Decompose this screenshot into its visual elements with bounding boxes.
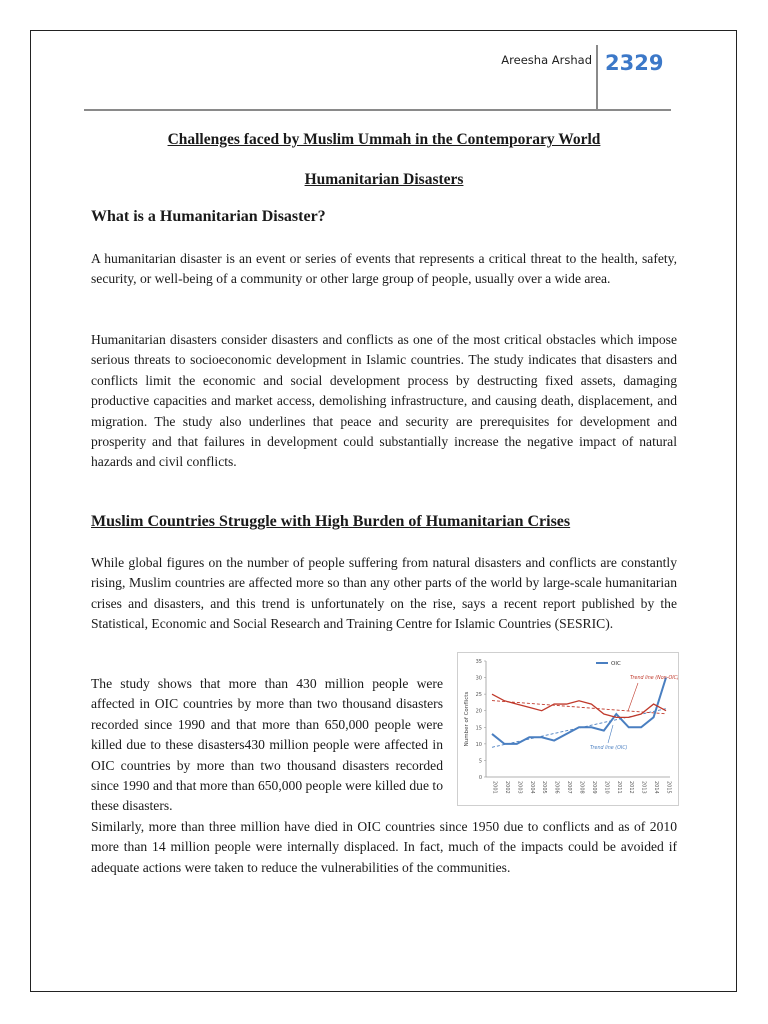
x-tick-label: 2007 [566,781,573,794]
x-tick-label: 2012 [628,781,635,794]
x-tick-label: 2003 [516,781,523,794]
paragraph-obstacles: Humanitarian disasters consider disasters and conflicts as one of the most critical obstacles which impose serious threats to socioeconomic development in Islamic countries. The study indicates that disasters and conflicts limit the economic and social development process by destructing fixed assets, damaging productive capacities and market access, demolishing infrastructure, and causing death, displacement, and migration. The study also underlines that peace and security are prerequisites for development and prosperity and that failures in development could substantially increase the negative impact of natural hazards and civil conflicts. [91,332,677,470]
series-line-oic [492,678,666,744]
page-number: 2329 [605,51,664,75]
x-tick-label: 2009 [590,781,597,794]
paragraph-similarly: Similarly, more than three million have died in OIC countries since 1950 due to conflicts and as of 2010 more than 14 million people were internally displaced. In fact, much of the impacts could be avoided if adequate actions were taken to reduce the vulnerabilities of the communities. [91,819,677,875]
y-tick-label: 30 [475,675,482,682]
trend-label-oic: Trend line (OIC) [590,746,628,751]
section-heading-muslim-countries: Muslim Countries Struggle with High Burden of Humanitarian Crises [91,513,571,530]
x-tick-label: 2001 [491,781,498,794]
y-tick-label: 20 [475,708,482,715]
trend-arrow-non-oic [628,683,638,711]
series-line-non-oic [492,694,666,717]
document-subtitle: Humanitarian Disasters [304,171,464,188]
x-tick-label: 2004 [528,781,535,794]
x-tick-label: 2002 [503,781,510,794]
header-rule [84,109,671,111]
x-tick-label: 2011 [615,781,622,794]
document-title: Challenges faced by Muslim Ummah in the Contemporary World [167,131,601,148]
trend-line-non-oic [492,701,666,714]
trend-arrow-oic [608,725,613,743]
y-tick-label: 0 [478,775,482,781]
trend-label-non-oic: Trend line (Non-OIC) [630,676,678,681]
y-tick-label: 15 [475,725,482,732]
paragraph-global-figures: While global figures on the number of people suffering from natural disasters and conflicts are constantly rising, Muslim countries are affected more so than any other parts of the world by large-scale humanitarian crises and disasters, and this trend is unfortunately on the rise, says a recent report published by the Statistical, Economic and Social Research and Training Centre for Islamic Countries (SESRIC). [91,555,677,632]
x-tick-label: 2015 [665,781,672,794]
x-tick-label: 2013 [640,781,647,794]
x-tick-label: 2006 [553,781,560,794]
y-axis-label: Number of Conflicts [464,691,470,747]
header-divider [596,45,598,109]
x-tick-label: 2008 [578,781,585,794]
header-author: Areesha Arshad [501,53,592,67]
conflicts-chart-svg [458,653,678,805]
legend-label-oic: OIC [611,661,621,667]
y-tick-label: 10 [475,741,482,748]
x-tick-label: 2010 [603,781,610,794]
x-tick-label: 2014 [653,781,660,794]
x-tick-label: 2005 [541,781,548,794]
y-tick-label: 35 [475,659,482,665]
paragraph-definition: A humanitarian disaster is an event or series of events that represents a critical threat to the health, safety, security, or well-being of a community or other large group of people, usually over a wide area. [91,251,677,287]
section-heading-what-is: What is a Humanitarian Disaster? [91,208,326,225]
paragraph-study-shows: The study shows that more than 430 million people were affected in OIC countries by more than two thousand disasters recorded since 1990 and that more than 650,000 people were killed due to these disasters430 million people were affected in OIC countries by more than two thousand disasters recorded since 1990 and that more than 650,000 people were killed due to these disasters. [91,676,443,814]
y-tick-label: 5 [478,758,482,765]
y-tick-label: 25 [475,692,482,699]
conflicts-chart [457,652,679,806]
